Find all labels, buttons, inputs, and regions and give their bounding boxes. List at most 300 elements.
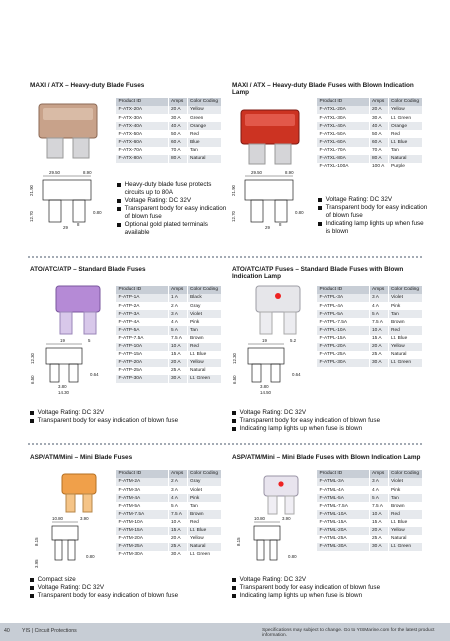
table-cell: Lt. Blue [388,138,422,146]
table-cell: F-ATXL-60A [317,138,369,146]
table-cell: F-ATPL-3A [317,294,369,302]
dim-thick: 0.80 [288,554,297,559]
dim-thick: 0.80 [86,554,95,559]
dim-width: 29.50 [251,170,262,175]
bullet-item [232,409,432,417]
dimension-drawing-mini [30,516,110,572]
table-cell: F-ATP-20A [116,359,168,367]
table-row [317,486,422,494]
table-cell: F-ATP-25A [116,367,168,375]
bullet-item [232,425,432,433]
table-cell: Lt. Green [388,114,422,122]
bullet-square-icon [30,411,34,415]
table-header-row [116,470,221,478]
table-cell: F-ATML-10A [317,510,369,518]
table-cell: F-ATPL-20A [317,343,369,351]
table-row [317,527,422,535]
fuse-photo-ato-atc-lamp [250,282,306,338]
table-cell: 50 A [369,130,388,138]
table-cell: Tan [187,502,221,510]
table-row [116,510,221,518]
table-cell: 5 A [369,310,388,318]
table-row [116,147,221,155]
bullet-square-icon [30,586,34,590]
dim-top: 3.90 [282,516,291,521]
table-row [317,510,422,518]
table-row [317,478,422,486]
table-cell: Red [388,326,422,334]
table-row [317,163,422,171]
table-cell: F-ATP-15A [116,351,168,359]
table-row [317,147,422,155]
table-row [317,543,422,551]
feature-list-maxi-atx-lamp [318,196,428,236]
bullet-square-icon [232,411,236,415]
table-cell: 15 A [168,527,187,535]
table-cell: 3 A [168,486,187,494]
feature-list-ato-atc [30,409,230,425]
table-cell: F-ATM-5A [116,502,168,510]
table-cell: F-ATM-25A [116,543,168,551]
table-cell: 4 A [369,302,388,310]
table-cell: 20 A [369,527,388,535]
table-row [116,318,221,326]
bullet-square-icon [232,594,236,598]
table-row [317,155,422,163]
column-header: Color Coding [388,470,422,478]
table-cell: 4 A [168,494,187,502]
table-cell: Pink [388,302,422,310]
table-row [317,302,422,310]
table-cell: F-ATXL-70A [317,147,369,155]
dim-height: 12.30 [30,353,35,364]
table-cell: 60 A [369,138,388,146]
column-header: Amps [168,470,187,478]
product-table-ato-atc-lamp [317,286,422,367]
table-cell: Pink [187,494,221,502]
table-cell: 1 A [168,294,187,302]
table-row [116,114,221,122]
table-cell: Tan [388,494,422,502]
table-cell: 3 A [168,310,187,318]
dim-width: 19 [60,338,65,343]
footer-disclaimer: Specifications may subject to change. Go to YISMarine.com for the latest product information. [262,628,435,638]
table-cell: 3 A [369,294,388,302]
column-header: Product ID [317,286,369,294]
bullet-item [30,584,230,592]
bullet-item [30,576,230,584]
table-cell: Violet [187,486,221,494]
table-row [116,486,221,494]
table-cell: 20 A [168,359,187,367]
dim-gap: 3.80 [260,384,269,389]
table-cell: Natural [187,367,221,375]
dim-width: 10.80 [254,516,265,521]
table-row [116,551,221,559]
table-cell: Yellow [187,359,221,367]
dimension-drawing-ato-atc-lamp [230,338,310,394]
table-cell: F-ATM-20A [116,535,168,543]
table-row [116,310,221,318]
table-row [116,138,221,146]
table-cell: Lt. Blue [187,527,221,535]
table-row [116,335,221,343]
table-cell: Natural [388,155,422,163]
column-header: Color Coding [187,470,221,478]
table-cell: Tan [388,310,422,318]
table-cell: Lt. Blue [388,519,422,527]
table-cell: 7.5 A [168,335,187,343]
column-header: Product ID [116,286,168,294]
table-cell: Pink [388,486,422,494]
table-row [317,502,422,510]
table-cell: 5 A [168,326,187,334]
dim-base: 29 [265,225,270,230]
table-cell: 30 A [369,359,388,367]
fuse-photo-maxi-atx [33,94,103,160]
table-row [317,343,422,351]
table-row [317,106,422,114]
dim-blade: 3.95 [34,559,39,568]
table-row [116,130,221,138]
table-cell: Tan [187,147,221,155]
section-title-ato-atc-lamp: ATO/ATC/ATP Fuses – Standard Blade Fuses with Blown Indication Lamp [232,266,404,281]
table-cell: Yellow [187,535,221,543]
product-table-ato-atc [116,286,221,383]
table-cell: F-ATXL-100A [317,163,369,171]
table-cell: F-ATX-30A [116,114,168,122]
table-cell: 4 A [369,486,388,494]
table-cell: F-ATX-70A [116,147,168,155]
feature-list-mini [30,576,230,600]
bullet-square-icon [117,199,121,203]
table-cell: Red [187,343,221,351]
table-cell: F-ATPL-30A [317,359,369,367]
bullet-text: Voltage Rating: DC 32V [37,409,105,416]
table-cell: Red [187,130,221,138]
table-cell: 2 A [168,302,187,310]
table-row [317,130,422,138]
table-header-row [116,286,221,294]
table-cell: F-ATM-15A [116,527,168,535]
fuse-photo-mini-lamp [258,472,304,516]
bullet-square-icon [117,223,121,227]
table-cell: F-ATM-10A [116,519,168,527]
page-footer [0,623,450,641]
table-cell: Brown [388,318,422,326]
table-cell: 100 A [369,163,388,171]
bullet-text: Indicating lamp lights up when fuse is blown [239,425,363,432]
table-cell: F-ATM-7.5A [116,510,168,518]
table-cell: Brown [388,502,422,510]
bullet-text: Transparent body for easy indication of blown fuse [124,205,227,220]
bullet-item [117,197,227,205]
bullet-text: Transparent body for easy indication of blown fuse [37,417,179,424]
table-row [116,519,221,527]
table-cell: 7.5 A [168,510,187,518]
bullet-square-icon [117,207,121,211]
table-row [116,294,221,302]
table-row [317,318,422,326]
bullet-item [117,205,227,221]
table-cell: Purple [388,163,422,171]
dimension-drawing-maxi-atx-lamp [229,168,309,230]
table-cell: 25 A [168,367,187,375]
column-header: Color Coding [187,286,221,294]
table-row [317,335,422,343]
table-cell: Lt. Green [388,359,422,367]
table-row [317,359,422,367]
feature-list-mini-lamp [232,576,432,600]
table-cell: Violet [187,310,221,318]
table-header-row [317,98,422,106]
table-row [317,294,422,302]
table-cell: F-ATPL-10A [317,326,369,334]
table-cell: 70 A [168,147,187,155]
table-cell: Lt. Blue [388,335,422,343]
bullet-square-icon [232,586,236,590]
bullet-text: Compact size [37,576,76,583]
table-cell: F-ATP-10A [116,343,168,351]
table-cell: 30 A [369,543,388,551]
dim-blade: 6.50 [30,375,35,384]
table-cell: F-ATX-50A [116,130,168,138]
table-cell: 30 A [369,114,388,122]
dim-gap: 8 [279,222,282,227]
table-cell: F-ATXL-20A [317,106,369,114]
bullet-item [30,592,230,600]
bullet-text: Transparent body for easy indication of blown fuse [325,204,428,219]
table-cell: F-ATXL-30A [317,114,369,122]
table-row [317,326,422,334]
table-cell: F-ATX-60A [116,138,168,146]
table-cell: F-ATPL-15A [317,335,369,343]
table-cell: Pink [187,318,221,326]
table-cell: 20 A [168,106,187,114]
table-cell: F-ATXL-80A [317,155,369,163]
table-row [116,375,221,383]
table-cell: 4 A [168,318,187,326]
bullet-square-icon [117,183,121,187]
bullet-item [30,409,230,417]
table-cell: Orange [388,122,422,130]
table-cell: Natural [388,351,422,359]
bullet-square-icon [318,206,322,210]
table-cell: 10 A [168,343,187,351]
table-cell: Lt. Green [388,543,422,551]
table-cell: 10 A [369,326,388,334]
table-cell: F-ATXL-40A [317,122,369,130]
bullet-square-icon [318,198,322,202]
table-cell: Tan [388,147,422,155]
dim-thick: 0.80 [295,210,304,215]
table-cell: Lt. Green [187,375,221,383]
table-cell: Gray [187,478,221,486]
table-cell: Green [187,114,221,122]
dim-height: 21.90 [29,185,34,196]
dim-height: 21.90 [231,185,236,196]
table-cell: Brown [187,335,221,343]
column-header: Color Coding [388,286,422,294]
table-cell: F-ATM-3A [116,486,168,494]
feature-list-maxi-atx [117,181,227,237]
table-cell: 40 A [168,122,187,130]
table-cell: 30 A [168,375,187,383]
dim-width: 19 [262,338,267,343]
table-cell: Red [388,510,422,518]
fuse-photo-ato-atc [50,282,106,338]
divider [28,443,422,445]
table-cell: F-ATPL-25A [317,351,369,359]
table-row [317,535,422,543]
table-cell: 3 A [369,478,388,486]
table-cell: 30 A [168,114,187,122]
product-table-mini-lamp [317,470,422,551]
table-cell: Lt. Green [187,551,221,559]
table-row [116,359,221,367]
column-header: Product ID [116,98,168,106]
dim-top: 5 [88,338,91,343]
table-cell: 5 A [369,494,388,502]
table-row [116,106,221,114]
table-cell: F-ATML-7.5A [317,502,369,510]
dim-height: 12.30 [232,353,237,364]
column-header: Color Coding [187,98,221,106]
bullet-text: Indicating lamp lights up when fuse is blown [325,220,424,235]
column-header: Product ID [317,470,369,478]
table-cell: F-ATP-7.5A [116,335,168,343]
table-cell: F-ATML-25A [317,535,369,543]
table-cell: 20 A [369,343,388,351]
table-cell: Orange [187,122,221,130]
bullet-square-icon [30,594,34,598]
table-cell: F-ATX-20A [116,106,168,114]
table-cell: Violet [388,294,422,302]
table-cell: Yellow [388,527,422,535]
table-cell: F-ATP-2A [116,302,168,310]
column-header: Color Coding [388,98,422,106]
bullet-text: Voltage Rating: DC 32V [124,197,192,204]
table-cell: Brown [187,510,221,518]
table-row [116,478,221,486]
table-cell: 60 A [168,138,187,146]
table-cell: Gray [187,302,221,310]
table-cell: F-ATML-3A [317,478,369,486]
table-cell: 70 A [369,147,388,155]
fuse-photo-mini [56,470,102,514]
section-title-mini-lamp: ASP/ATM/Mini – Mini Blade Fuses with Blown Indication Lamp [232,454,421,461]
table-cell: F-ATML-4A [317,486,369,494]
table-cell: 2 A [168,478,187,486]
footer-section: YIS | Circuit Protections [22,628,77,634]
table-cell: 15 A [369,519,388,527]
bullet-text: Voltage Rating: DC 32V [239,576,307,583]
table-cell: 7.5 A [369,502,388,510]
table-cell: Natural [388,535,422,543]
table-row [116,155,221,163]
table-row [317,519,422,527]
section-title-mini: ASP/ATM/Mini – Mini Blade Fuses [30,454,133,461]
table-row [116,367,221,375]
table-row [116,502,221,510]
table-row [317,310,422,318]
bullet-item [232,584,432,592]
dim-height: 8.15 [236,537,241,546]
section-title-maxi-atx-lamp: MAXI / ATX – Heavy-duty Blade Fuses with Blown Indication Lamp [232,82,414,97]
dim-top: 3.90 [80,516,89,521]
table-cell: Yellow [388,343,422,351]
product-table-maxi-atx-lamp [317,98,422,171]
table-cell: F-ATM-30A [116,551,168,559]
table-cell: F-ATPL-4A [317,302,369,310]
table-cell: F-ATML-15A [317,519,369,527]
dimension-drawing-mini-lamp [232,516,312,572]
dim-gap: 8 [77,222,80,227]
section-title-ato-atc: ATO/ATC/ATP – Standard Blade Fuses [30,266,146,273]
bullet-square-icon [30,578,34,582]
table-cell: F-ATP-30A [116,375,168,383]
table-cell: 25 A [369,351,388,359]
table-cell: Blue [187,138,221,146]
column-header: Amps [168,98,187,106]
dim-base: 29 [63,225,68,230]
table-row [116,302,221,310]
bullet-square-icon [232,578,236,582]
table-cell: 10 A [168,519,187,527]
table-row [116,351,221,359]
table-row [116,527,221,535]
table-header-row [116,98,221,106]
product-table-maxi-atx [116,98,221,163]
bullet-text: Voltage Rating: DC 32V [325,196,393,203]
divider [28,256,422,258]
table-cell: 20 A [168,535,187,543]
table-cell: Yellow [388,106,422,114]
table-cell: F-ATPL-7.5A [317,318,369,326]
bullet-text: Voltage Rating: DC 32V [37,584,105,591]
table-header-row [317,470,422,478]
table-row [116,535,221,543]
table-cell: F-ATP-5A [116,326,168,334]
table-cell: F-ATML-30A [317,543,369,551]
column-header: Amps [369,470,388,478]
table-cell: 20 A [369,106,388,114]
table-cell: Black [187,294,221,302]
table-row [116,343,221,351]
dim-top: 5.2 [290,338,297,343]
dim-top: 8.90 [285,170,294,175]
table-row [317,494,422,502]
table-cell: Natural [187,543,221,551]
bullet-text: Optional gold plated terminals available [124,221,208,236]
dim-width: 10.80 [52,516,63,521]
dim-gap: 3.80 [58,384,67,389]
table-cell: Tan [187,326,221,334]
dim-top: 8.90 [83,170,92,175]
feature-list-ato-atc-lamp [232,409,432,433]
table-cell: F-ATX-40A [116,122,168,130]
bullet-text: Transparent body for easy indication of blown fuse [239,417,381,424]
table-row [116,326,221,334]
dimension-drawing-ato-atc [28,338,108,394]
column-header: Product ID [317,98,369,106]
table-row [116,122,221,130]
bullet-square-icon [30,419,34,423]
table-cell: 40 A [369,122,388,130]
bullet-square-icon [318,222,322,226]
dim-blade: 6.50 [232,375,237,384]
column-header: Amps [168,286,187,294]
